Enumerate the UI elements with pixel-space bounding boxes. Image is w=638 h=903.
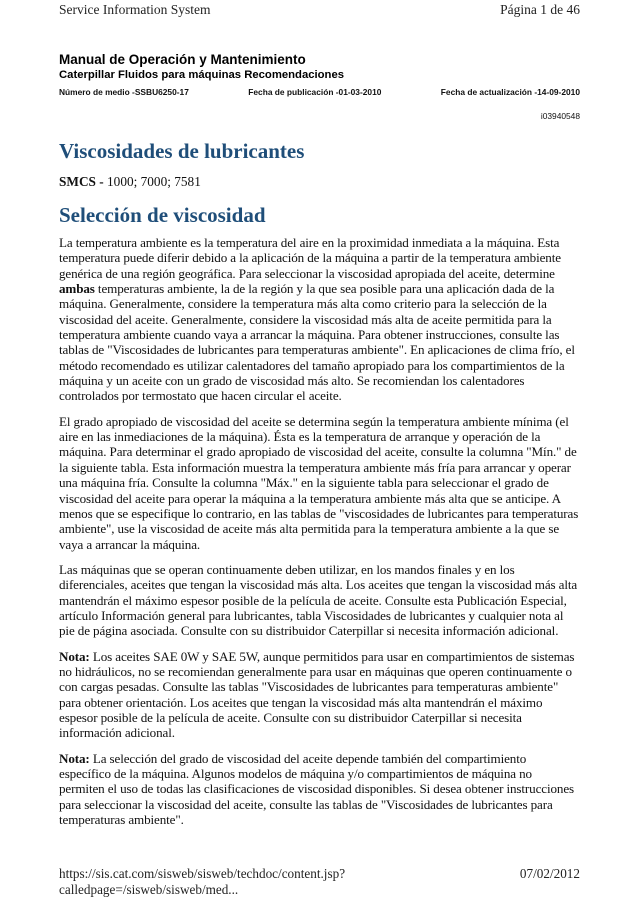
document-id: i03940548 (540, 111, 580, 121)
media-number: Número de medio -SSBU6250-17 (59, 87, 189, 97)
source-url: https://sis.cat.com/sisweb/sisweb/techdoc/content.jsp?calledpage=/sisweb/sisweb/med... (59, 866, 346, 897)
paragraph-continuous-operation: Las máquinas que se operan continuamente deben utilizar, en los mandos finales y en los diferenciales, aceites que tengan la viscosidad más alta. Los aceites que tengan la viscosidad más alta mantendrán el máximo espesor posible de la película de aceite. Consulte esta Publicación Especial, artículo Información general para lubricantes, tabla Viscosidades de lubricantes y cualquier nota al pie de página asociada. Consulte con su distribuidor Caterpillar si necesita información adicional. (59, 561, 578, 639)
document-body (59, 52, 580, 827)
smcs-codes (59, 174, 580, 190)
smcs-values: 1000; 7000; 7581 (103, 174, 201, 189)
smcs-label: SMCS - (59, 174, 104, 189)
note-paragraph-1 (59, 649, 580, 741)
update-date: Fecha de actualización -14-09-2010 (440, 87, 580, 97)
emphasis-text: ambas (59, 281, 95, 297)
paragraph-text: temperaturas ambiente, la de la región y la que sea posible para una aplicación dada de la máquina. Generalmente, considere la temperatura más alta como criterio para la selección de la viscosidad del aceite. Generalmente, considere la viscosidad más alta de aceite permitida para la temperatura ambiente cuando vaya a arrancar la máquina. Para obtener instrucciones, consulte las tablas de "Viscosidades de lubricantes para temperaturas ambiente". En aplicaciones de clima frío, el método recomendado es utilizar calentadores del tamaño apropiado para los compartimientos de la máquina y un aceite con un grado de viscosidad más alto. Se recomiendan los calentadores controlados por termostato que hacen circular el aceite. (59, 281, 575, 404)
paragraph-viscosity-grade: El grado apropiado de viscosidad del aceite se determina según la temperatura ambiente mínima (el aire en las inmediaciones de la máquina). Ésta es la temperatura de arranque y operación de la máquina. Para determinar el grado apropiado de viscosidad del aceite, consulte la columna "Mín." de la siguiente tabla. Esta información muestra la temperatura ambiente más fría para arrancar y operar una máquina fría. Consulte la columna "Máx." en la siguiente tabla para seleccionar el grado de viscosidad del aceite para operar la máquina a la temperatura ambiente más alta que se anticipe. A menos que se especifique lo contrario, en las tablas de "viscosidades de lubricantes para temperaturas ambiente", use la viscosidad de aceite más alta permitida para la temperatura ambiente a la que se vaya a arrancar la máquina. (59, 413, 579, 552)
note-text: La selección del grado de viscosidad del aceite depende también del compartimiento específico de la máquina. Algunos modelos de máquina y/o compartimientos de máquina no permiten el uso de todas las clasificaciones de viscosidad disponibles. Si desea obtener instrucciones para seleccionar la viscosidad del aceite, consulte las tablas de "Viscosidades de lubricantes para temperaturas ambiente". (59, 750, 575, 828)
section-title: Viscosidades de lubricantes (59, 139, 305, 163)
note-label: Nota: (59, 648, 90, 664)
paragraph-text: La temperatura ambiente es la temperatura del aire en la proximidad inmediata a la máquina. Esta temperatura puede diferir debido a la aplicación de la máquina a partir de la temperatura ambiente genérica de una región geográfica. Para seleccionar la viscosidad apropiada del aceite, determine (59, 235, 561, 281)
note-paragraph-2 (59, 751, 580, 828)
document-meta (59, 85, 580, 99)
manual-subtitle: Caterpillar Fluidos para máquinas Recomendaciones (59, 69, 345, 81)
page-header (59, 2, 580, 18)
print-date: 07/02/2012 (519, 866, 580, 881)
paragraph-ambient-temperature (59, 235, 580, 404)
system-name: Service Information System (59, 2, 211, 17)
publication-date: Fecha de publicación -01-03-2010 (248, 87, 382, 97)
page-number: Página 1 de 46 (500, 2, 580, 17)
note-text: Los aceites SAE 0W y SAE 5W, aunque permitidos para usar en compartimientos de sistemas no hidráulicos, no se recomiendan generalmente para usar en máquinas que operen continuamente o con cargas pesadas. Consulte las tablas "Viscosidades de lubricantes para temperaturas ambiente" para obtener orientación. Los aceites que tengan la viscosidad más alta mantendrán el máximo espesor posible de la película de aceite. Consulte con su distribuidor Caterpillar si necesita información adicional. (59, 648, 575, 741)
page-footer (59, 866, 580, 898)
manual-title: Manual de Operación y Mantenimiento (59, 52, 306, 67)
note-label: Nota: (59, 750, 90, 766)
subsection-title: Selección de viscosidad (59, 203, 266, 227)
